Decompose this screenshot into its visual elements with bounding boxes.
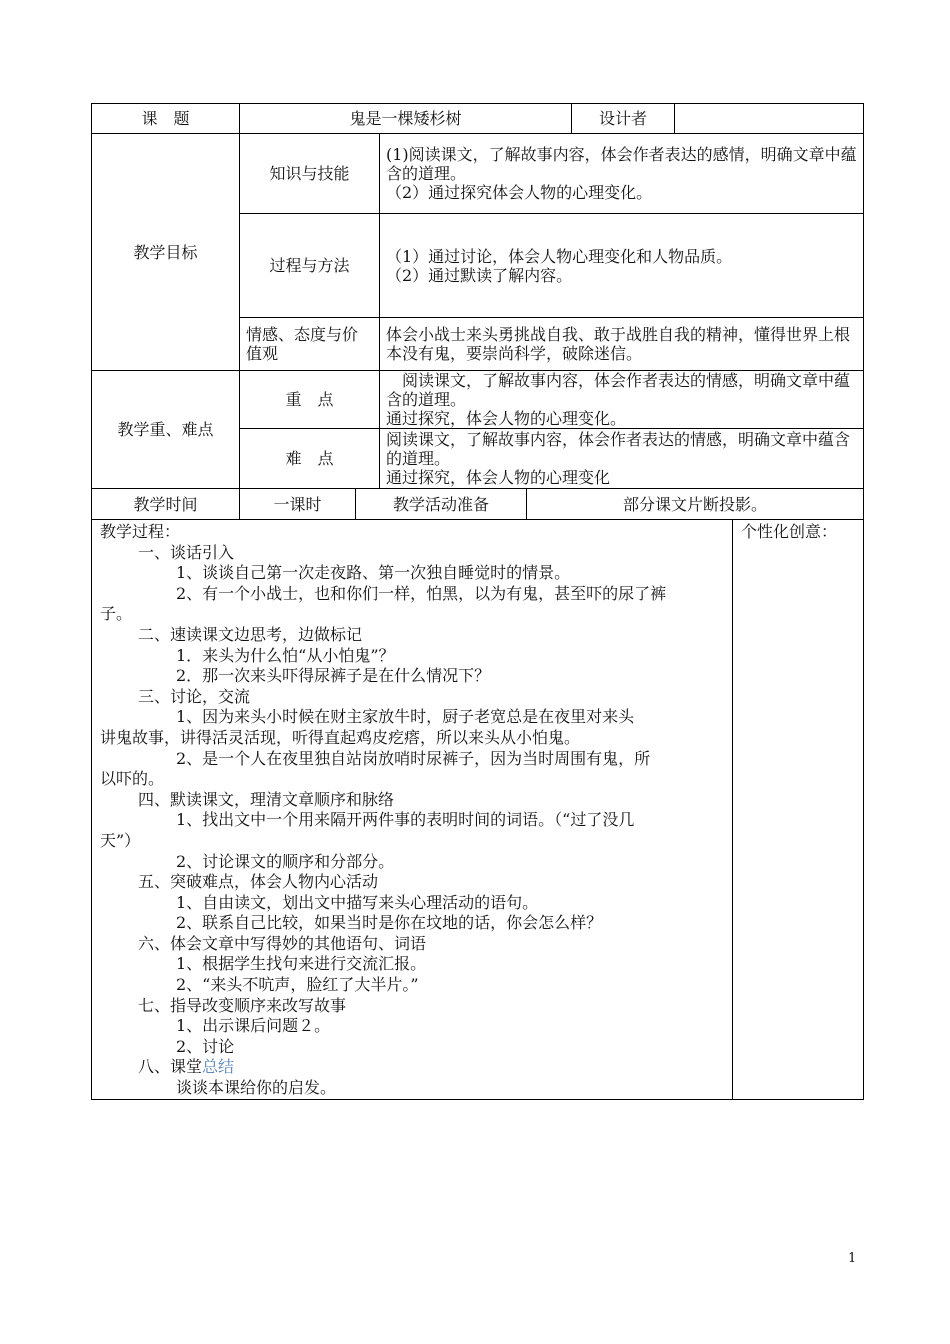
prep-value: 部分课文片断投影。 [527,489,864,520]
prep-label: 教学活动准备 [356,489,527,520]
process-lines [100,543,724,1058]
process-line: 1、因为来头小时候在财主家放牛时，厨子老宽总是在夜里对来头 [176,707,635,727]
schedule-table [91,488,864,520]
process-line: 1、自由读文，划出文中描写来头心理活动的语句。 [176,892,539,912]
process-title: 教学过程： [100,522,181,541]
difficult-text: 阅读课文，了解故事内容，体会作者表达的情感，明确文章中蕴含的道理。 通过探究，体会人物的心理变化 [380,429,864,489]
process-line: 一、谈话引入 [138,542,235,562]
process-cell [92,520,733,1100]
process-line: 2、“来头不吭声，脸红了大半片。” [176,975,419,995]
process-line: 2、讨论课文的顺序和分部分。 [176,851,395,871]
process-line: 四、默读课文，理清文章顺序和脉络 [138,789,395,809]
process-line: 2．那一次来头吓得尿裤子是在什么情况下？ [176,666,491,686]
summary-heading [100,1057,724,1078]
knowledge-text: (1)阅读课文，了解故事内容，体会作者表达的感情，明确文章中蕴含的道理。 （2）通过探究体会人物的心理变化。 [380,134,864,214]
difficult-label: 难 点 [240,429,380,489]
topic-label: 课 题 [92,104,240,134]
process-line: 2、是一个人在夜里独自站岗放哨时尿裤子，因为当时周围有鬼，所 [176,748,651,768]
process-line: 1、谈谈自己第一次走夜路、第一次独自睡觉时的情景。 [176,563,571,583]
summary-text: 谈谈本课给你的启发。 [176,1078,337,1098]
process-line: 五、突破难点，体会人物内心活动 [138,872,379,892]
process-line: 1．来头为什么怕“从小怕鬼”？ [176,645,395,665]
topic-value: 鬼是一棵矮杉树 [240,104,572,134]
process-line: 三、讨论，交流 [138,686,251,706]
process-line: 讲鬼故事，讲得活灵活现，听得直起鸡皮疙瘩，所以来头从小怕鬼。 [100,727,581,747]
emotion-label: 情感、态度与价值观 [240,318,380,371]
process-text: （1）通过讨论，体会人物心理变化和人物品质。 （2）通过默读了解内容。 [380,214,864,318]
emotion-text: 体会小战士来头勇挑战自我、敢于战胜自我的精神，懂得世界上根本没有鬼，要崇尚科学，破除迷信。 [380,318,864,371]
goals-table [91,133,864,489]
designer-value [675,104,864,134]
process-table [91,519,864,1100]
process-line: 以吓的。 [100,769,165,789]
process-line: 子。 [100,604,133,624]
process-line: 1、根据学生找句来进行交流汇报。 [176,954,427,974]
designer-label: 设计者 [572,104,675,134]
process-line: 六、体会文章中写得妙的其他语句、词语 [138,933,427,953]
time-label: 教学时间 [92,489,240,520]
process-line: 1、出示课后问题２。 [176,1016,331,1036]
process-line: 七、指导改变顺序来改写故事 [138,995,347,1015]
process-line: 2、有一个小战士，也和你们一样，怕黑，以为有鬼，甚至吓的尿了裤 [176,583,667,603]
creative-cell [733,520,864,1100]
key-label: 重 点 [240,371,380,429]
creative-label: 个性化创意： [741,522,838,541]
page-number: 1 [848,1251,857,1266]
keypoints-label: 教学重、难点 [92,371,240,489]
process-line: 1、找出文中一个用来隔开两件事的表明时间的词语。（“过了没几 [176,810,635,830]
summary-highlight: 总结 [202,1057,235,1077]
key-text: 阅读课文，了解故事内容，体会作者表达的情感，明确文章中蕴含的道理。 通过探究，体会人物的心理变化。 [380,371,864,429]
process-line: 天”） [100,830,141,850]
header-table [91,103,864,134]
time-value: 一课时 [240,489,356,520]
process-label: 过程与方法 [240,214,380,318]
knowledge-label: 知识与技能 [240,134,380,214]
process-line: 2、讨论 [176,1036,235,1056]
process-line: 二、速读课文边思考，边做标记 [138,624,363,644]
process-line: 2、联系自己比较，如果当时是你在坟地的话，你会怎么样？ [176,913,603,933]
summary-prefix: 八、课堂 [138,1057,203,1077]
goals-label: 教学目标 [92,134,240,371]
